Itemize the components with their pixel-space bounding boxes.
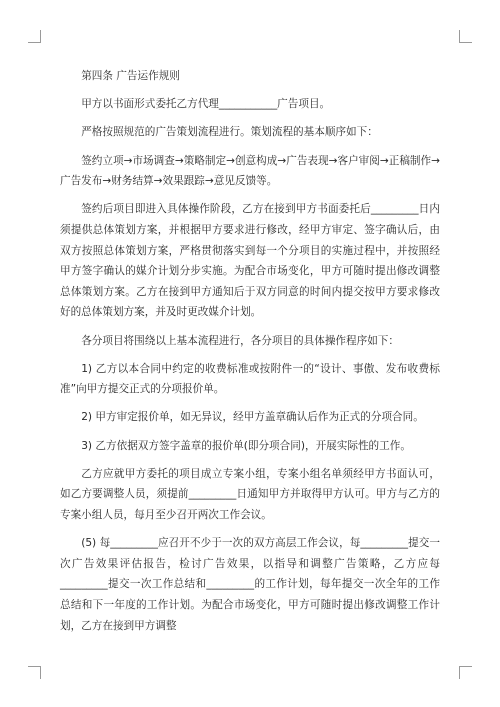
paragraph-project-team: 乙方应就甲方委托的项目成立专案小组，专案小组名单须经甲方书面认可，如乙方要调整人员，须提前_________日通知甲方并取得甲方认可。甲方与乙方的专案小组人员，每月至少召开两次工作会议。 xyxy=(60,467,440,522)
paragraph-item-5: (5) 每_________应召开不少于一次的双方高层工作会议，每_________提交一次广告效果评估报告，检讨广告效果，以指导和调整广告策略，乙方应每_________提交一次工作总结和_________的工作计划，每年提交一次全年的工作总结和下一年度的工作计划。为配合市场变化，甲方可随时提出修改调整工作计划，乙方在接到甲方调整 xyxy=(60,537,440,632)
document-body xyxy=(60,66,440,644)
paragraph-process-intro: 严格按照规范的广告策划流程进行。策划流程的基本顺序如下： xyxy=(81,126,378,139)
paragraph-item-3: 3) 乙方依据双方签字盖章的报价单(即分项合同)，开展实际性的工作。 xyxy=(81,439,411,452)
paragraph-process-steps: 签约立项→市场调查→策略制定→创意构成→广告表现→客户审阅→正稿制作→广告发布→财务结算→效果跟踪→意见反馈等。 xyxy=(60,154,440,188)
corner-crop-mark-bottom-left xyxy=(28,666,41,679)
paragraph-item-2: 2) 甲方审定报价单，如无异议，经甲方盖章确认后作为正式的分项合同。 xyxy=(81,411,424,424)
corner-crop-mark-bottom-right xyxy=(459,666,472,679)
corner-crop-mark-top-left xyxy=(28,30,41,43)
paragraph-subproject-intro: 各分项目将围绕以上基本流程进行，各分项目的具体操作程序如下： xyxy=(81,334,399,347)
paragraph-operation-stage: 签约后项目即进入具体操作阶段，乙方在接到甲方书面委托后_________日内须提供总体策划方案，并根据甲方要求进行修改，经甲方审定、签字确认后，由双方按照总体策划方案，严格贯彻落实到每一个分项目的实施过程中，并按照经甲方签字确认的媒介计划分步实施。为配合市场变化，甲方可随时提出修改调整总体策划方案。乙方在接到甲方通知后于双方同意的时间内提交按甲方要求修改好的总体策划方案，并及时更改媒介计划。 xyxy=(60,203,440,319)
section-heading: 第四条 广告运作规则 xyxy=(81,70,180,82)
paragraph-entrust: 甲方以书面形式委托乙方代理___________广告项目。 xyxy=(81,98,331,111)
corner-crop-mark-top-right xyxy=(459,30,472,43)
paragraph-item-1: 1) 乙方以本合同中约定的收费标准或按附件一的“设计、事傲、发布收费标准”向甲方提交正式的分项报价单。 xyxy=(60,362,440,396)
